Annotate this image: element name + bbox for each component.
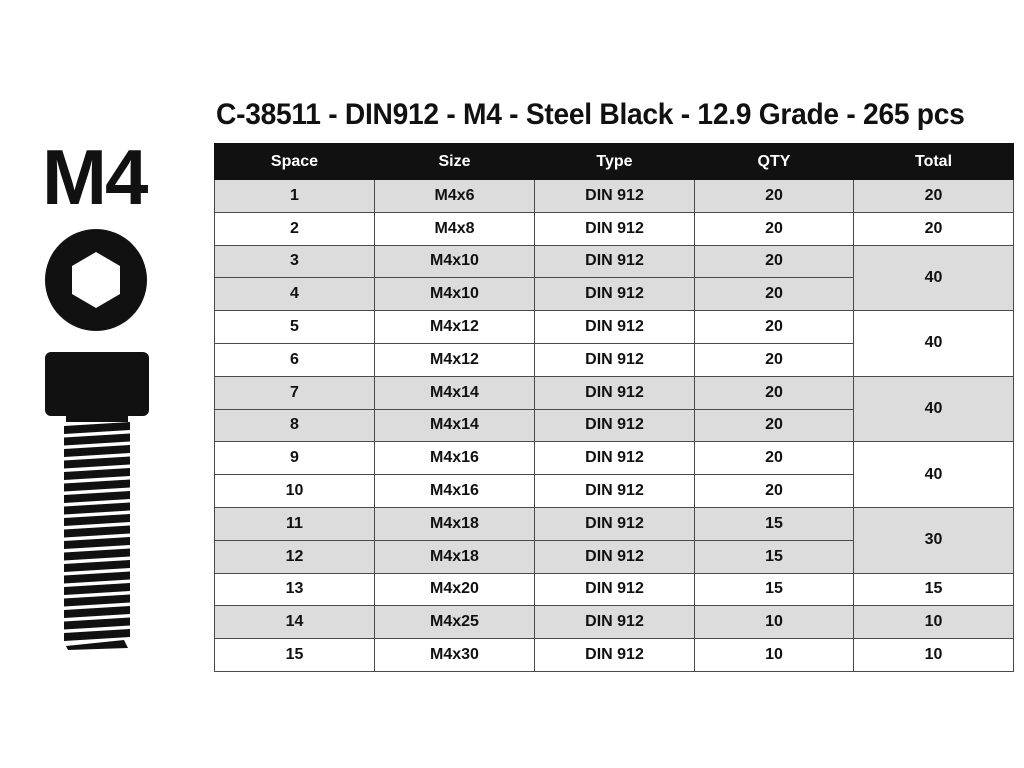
table-header-row: [215, 144, 1014, 180]
cell-type: DIN 912: [535, 212, 695, 245]
cell-size: M4x14: [375, 376, 535, 409]
cell-type: DIN 912: [535, 311, 695, 344]
table-row: [215, 311, 1014, 344]
cell-total: 40: [854, 442, 1014, 508]
cell-qty: 20: [695, 343, 854, 376]
cell-space: 1: [215, 180, 375, 213]
cell-type: DIN 912: [535, 245, 695, 278]
cell-space: 3: [215, 245, 375, 278]
hex-socket-head-icon: [44, 228, 148, 332]
cell-qty: 20: [695, 409, 854, 442]
cell-space: 8: [215, 409, 375, 442]
column-header-total: Total: [854, 144, 1014, 180]
table-row: [215, 573, 1014, 606]
cell-size: M4x10: [375, 245, 535, 278]
cell-size: M4x16: [375, 442, 535, 475]
cell-size: M4x18: [375, 507, 535, 540]
cell-space: 12: [215, 540, 375, 573]
cell-space: 7: [215, 376, 375, 409]
table-row: [215, 606, 1014, 639]
cell-total: 10: [854, 606, 1014, 639]
socket-head-bolt-icon: [44, 350, 150, 652]
cell-qty: 20: [695, 278, 854, 311]
cell-qty: 10: [695, 639, 854, 672]
cell-total: 10: [854, 639, 1014, 672]
cell-space: 13: [215, 573, 375, 606]
cell-space: 11: [215, 507, 375, 540]
cell-qty: 15: [695, 507, 854, 540]
cell-space: 5: [215, 311, 375, 344]
cell-size: M4x20: [375, 573, 535, 606]
cell-qty: 20: [695, 180, 854, 213]
cell-total: 20: [854, 212, 1014, 245]
cell-space: 4: [215, 278, 375, 311]
cell-size: M4x12: [375, 311, 535, 344]
cell-type: DIN 912: [535, 639, 695, 672]
cell-space: 6: [215, 343, 375, 376]
cell-type: DIN 912: [535, 409, 695, 442]
column-header-space: Space: [215, 144, 375, 180]
page-title: C-38511 - DIN912 - M4 - Steel Black - 12.9 Grade - 265 pcs: [216, 98, 965, 131]
cell-space: 9: [215, 442, 375, 475]
cell-size: M4x16: [375, 475, 535, 508]
cell-total: 15: [854, 573, 1014, 606]
cell-type: DIN 912: [535, 376, 695, 409]
cell-total: 40: [854, 245, 1014, 311]
cell-size: M4x10: [375, 278, 535, 311]
size-label: M4: [42, 133, 147, 221]
cell-type: DIN 912: [535, 540, 695, 573]
cell-size: M4x6: [375, 180, 535, 213]
table-row: [215, 212, 1014, 245]
cell-size: M4x8: [375, 212, 535, 245]
cell-type: DIN 912: [535, 507, 695, 540]
cell-space: 10: [215, 475, 375, 508]
column-header-qty: QTY: [695, 144, 854, 180]
table-row: [215, 639, 1014, 672]
cell-size: M4x12: [375, 343, 535, 376]
cell-type: DIN 912: [535, 343, 695, 376]
cell-space: 14: [215, 606, 375, 639]
column-header-size: Size: [375, 144, 535, 180]
cell-qty: 20: [695, 475, 854, 508]
cell-size: M4x25: [375, 606, 535, 639]
cell-qty: 20: [695, 376, 854, 409]
cell-type: DIN 912: [535, 442, 695, 475]
table-row: [215, 376, 1014, 409]
table-row: [215, 507, 1014, 540]
cell-qty: 15: [695, 540, 854, 573]
cell-qty: 10: [695, 606, 854, 639]
parts-table: [214, 143, 1014, 672]
cell-size: M4x30: [375, 639, 535, 672]
cell-type: DIN 912: [535, 278, 695, 311]
cell-space: 15: [215, 639, 375, 672]
table-row: [215, 442, 1014, 475]
cell-qty: 20: [695, 212, 854, 245]
cell-total: 20: [854, 180, 1014, 213]
column-header-type: Type: [535, 144, 695, 180]
cell-qty: 20: [695, 311, 854, 344]
cell-type: DIN 912: [535, 573, 695, 606]
table-row: [215, 245, 1014, 278]
cell-size: M4x18: [375, 540, 535, 573]
cell-qty: 20: [695, 245, 854, 278]
cell-total: 40: [854, 311, 1014, 377]
cell-type: DIN 912: [535, 475, 695, 508]
table-row: [215, 180, 1014, 213]
cell-space: 2: [215, 212, 375, 245]
cell-qty: 15: [695, 573, 854, 606]
cell-qty: 20: [695, 442, 854, 475]
cell-size: M4x14: [375, 409, 535, 442]
cell-total: 40: [854, 376, 1014, 442]
cell-type: DIN 912: [535, 606, 695, 639]
cell-type: DIN 912: [535, 180, 695, 213]
cell-total: 30: [854, 507, 1014, 573]
